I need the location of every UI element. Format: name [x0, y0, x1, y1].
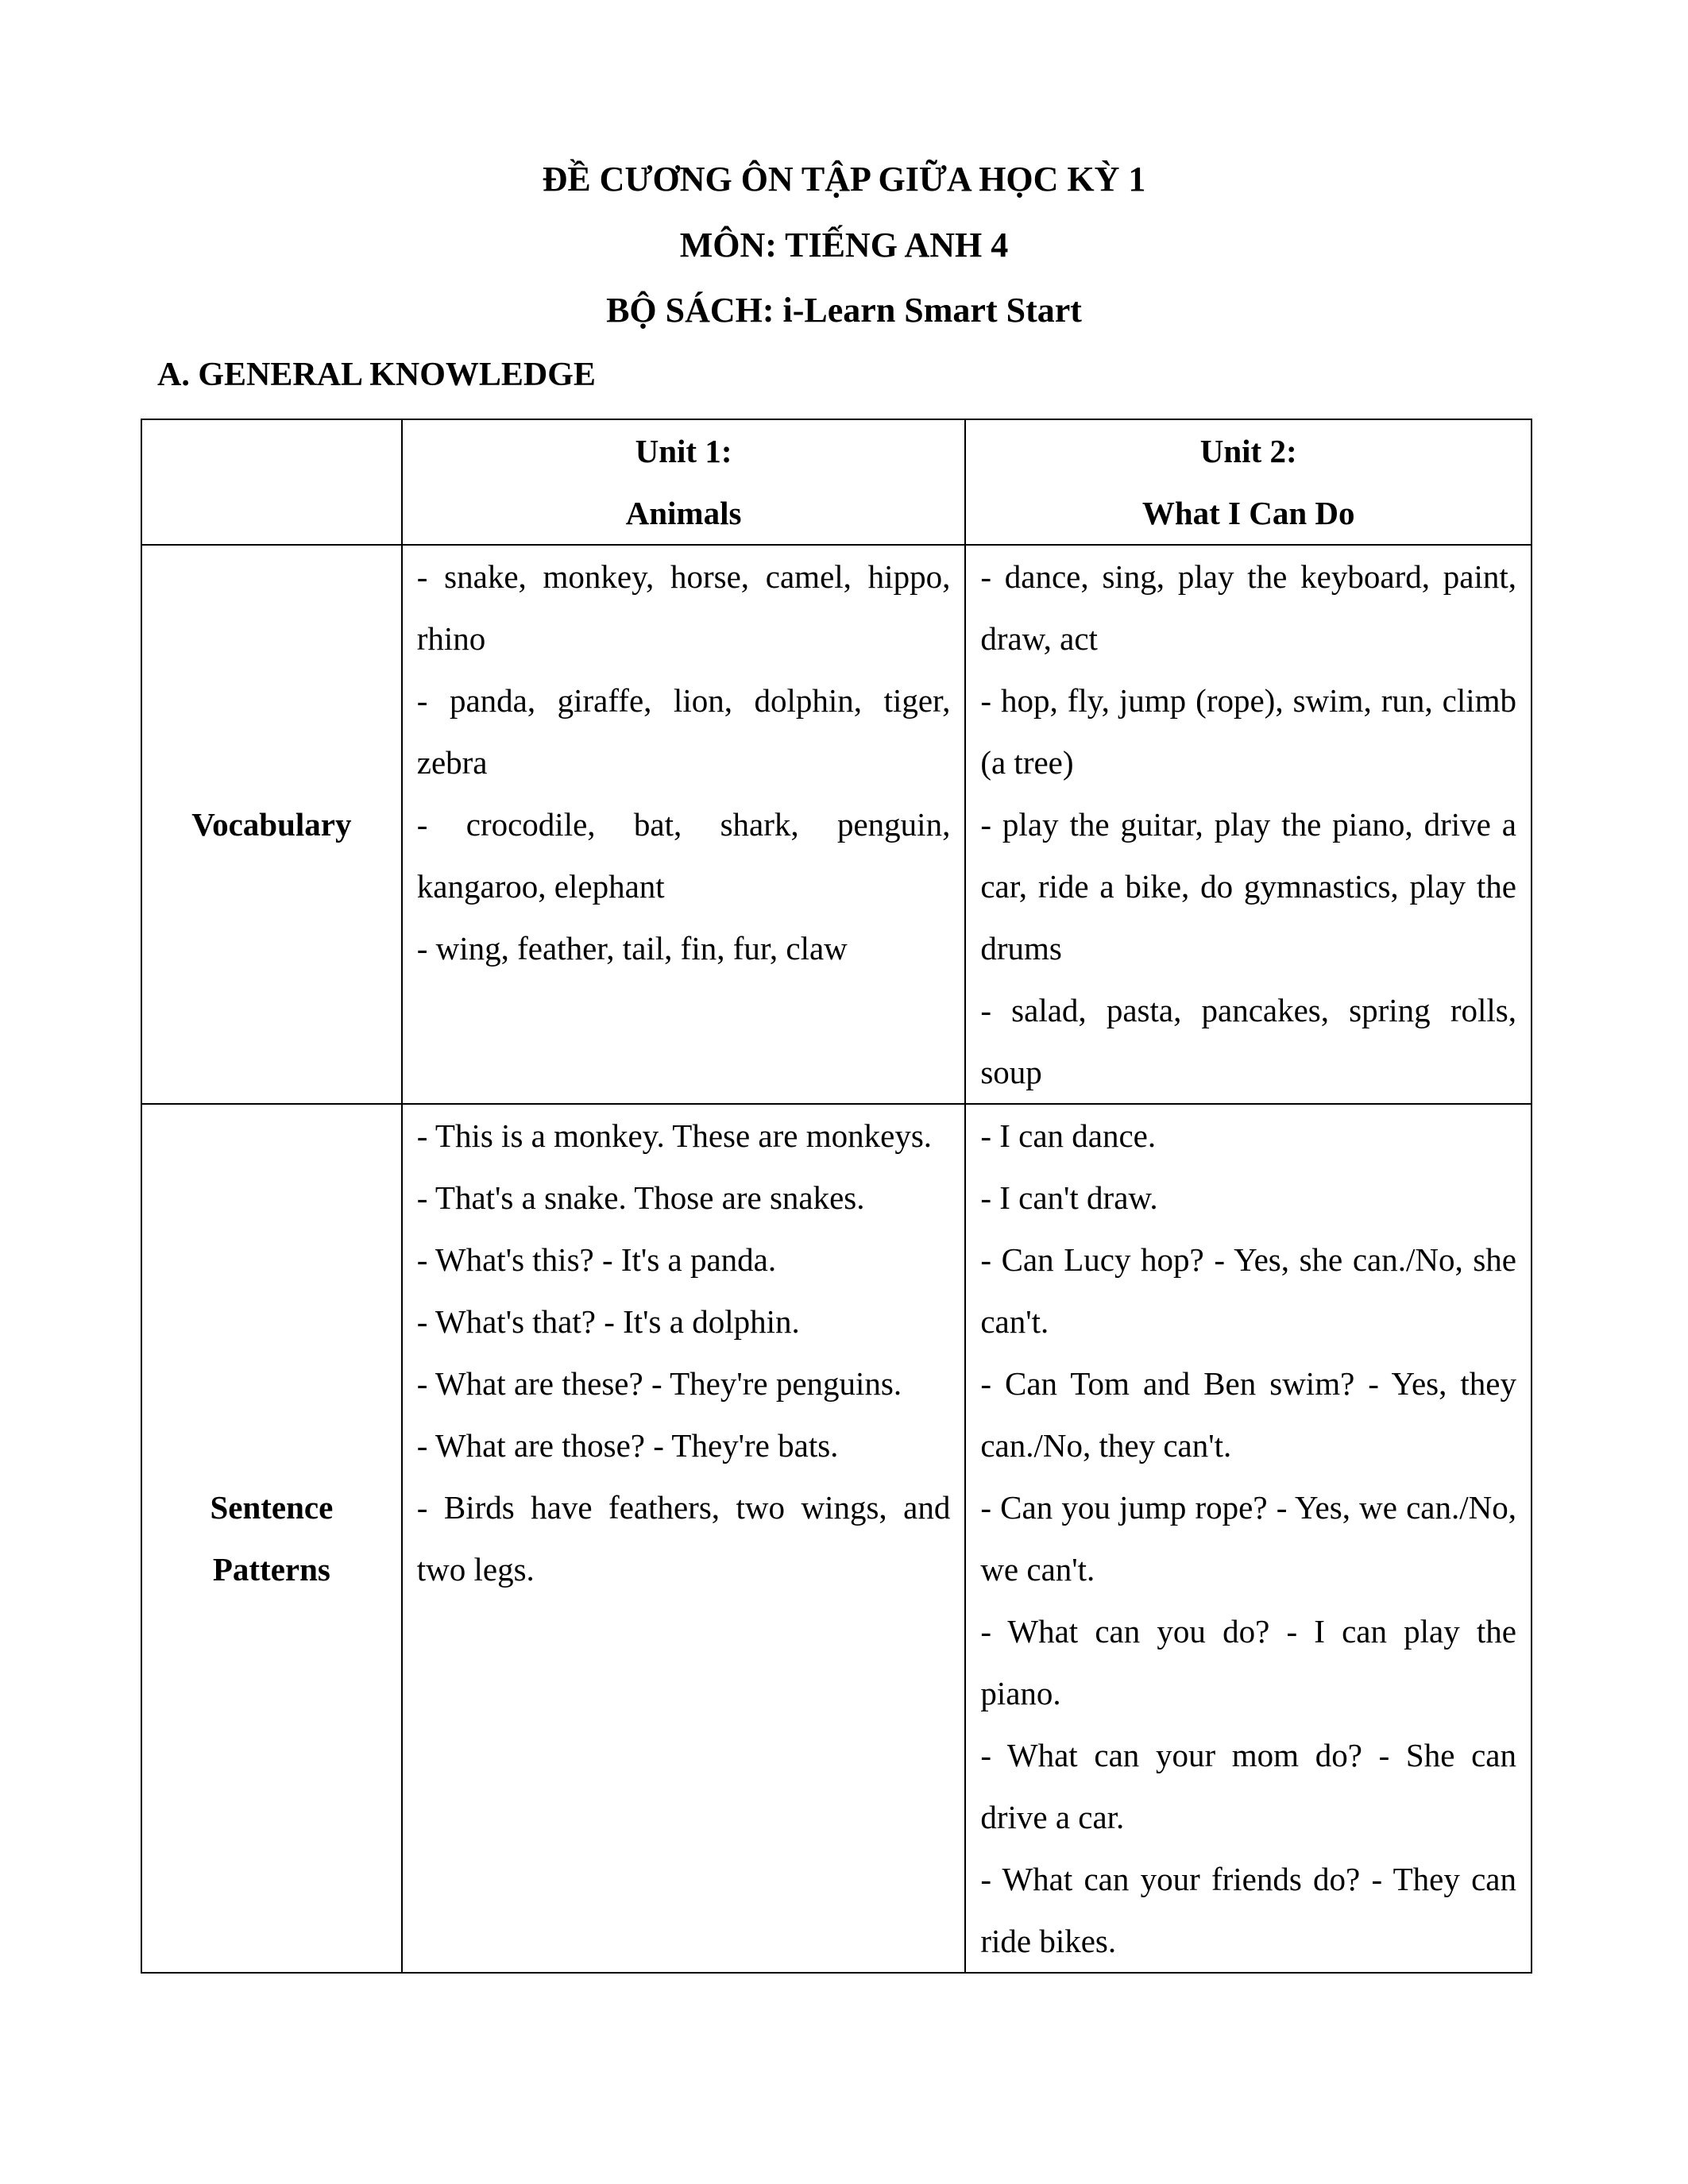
row-label-text: Vocabulary — [191, 806, 352, 843]
list-item: - crocodile, bat, shark, penguin, kangaroo, elephant — [416, 806, 951, 905]
table-header-row — [141, 419, 1532, 545]
unit2-cell — [965, 545, 1532, 1104]
row-label — [141, 545, 402, 1104]
unit1-cell — [402, 1104, 966, 1973]
section-heading: A. GENERAL KNOWLEDGE — [157, 357, 596, 393]
list-item: - I can dance. — [980, 1117, 1157, 1154]
table-row-sentence-patterns — [141, 1104, 1532, 1973]
list-item: - That's a snake. Those are snakes. — [416, 1179, 865, 1216]
unit1-title: Animals — [625, 495, 742, 531]
list-item: - What are these? - They're penguins. — [416, 1365, 902, 1402]
list-item: - panda, giraffe, lion, dolphin, tiger, zebra — [416, 682, 951, 781]
knowledge-table — [141, 419, 1532, 1974]
unit2-number: Unit 2: — [1199, 433, 1297, 469]
list-item: - Birds have feathers, two wings, and two legs. — [416, 1489, 951, 1588]
list-item: - dance, sing, play the keyboard, paint, draw, act — [980, 558, 1516, 657]
title-line-1: ĐỀ CƯƠNG ÔN TẬP GIỮA HỌC KỲ 1 — [542, 160, 1146, 199]
unit2-cell — [965, 1104, 1532, 1973]
list-item: - What are those? - They're bats. — [416, 1427, 839, 1464]
list-item: - wing, feather, tail, fin, fur, claw — [416, 930, 848, 967]
empty-header-cell — [141, 419, 402, 545]
list-item: - play the guitar, play the piano, drive a car, ride a bike, do gymnastics, play the drums — [980, 806, 1516, 967]
list-item: - I can't draw. — [980, 1179, 1158, 1216]
table-row-vocabulary — [141, 545, 1532, 1104]
unit1-cell — [402, 545, 966, 1104]
list-item: - hop, fly, jump (rope), swim, run, climb (a tree) — [980, 682, 1516, 781]
list-item: - What can your mom do? - She can drive a car. — [980, 1737, 1516, 1835]
list-item: - Can Tom and Ben swim? - Yes, they can./No, they can't. — [980, 1365, 1516, 1464]
list-item: - What can your friends do? - They can ride bikes. — [980, 1861, 1516, 1959]
unit2-title: What I Can Do — [1141, 495, 1355, 531]
list-item: - What's that? - It's a dolphin. — [416, 1303, 800, 1340]
row-label-text: Patterns — [212, 1551, 330, 1588]
list-item: - salad, pasta, pancakes, spring rolls, soup — [980, 992, 1516, 1090]
row-label-text: Sentence — [210, 1489, 334, 1526]
unit1-header — [402, 419, 966, 545]
title-line-2: MÔN: TIẾNG ANH 4 — [679, 226, 1009, 264]
list-item: - Can Lucy hop? - Yes, she can./No, she can't. — [980, 1241, 1516, 1340]
title-line-3: BỘ SÁCH: i-Learn Smart Start — [606, 291, 1082, 330]
unit1-number: Unit 1: — [635, 433, 732, 469]
row-label — [141, 1104, 402, 1973]
list-item: - What can you do? - I can play the piano. — [980, 1613, 1516, 1711]
list-item: - Can you jump rope? - Yes, we can./No, we can't. — [980, 1489, 1516, 1588]
list-item: - This is a monkey. These are monkeys. — [416, 1117, 933, 1154]
list-item: - What's this? - It's a panda. — [416, 1241, 777, 1278]
list-item: - snake, monkey, horse, camel, hippo, rhino — [416, 558, 951, 657]
unit2-header — [965, 419, 1532, 545]
